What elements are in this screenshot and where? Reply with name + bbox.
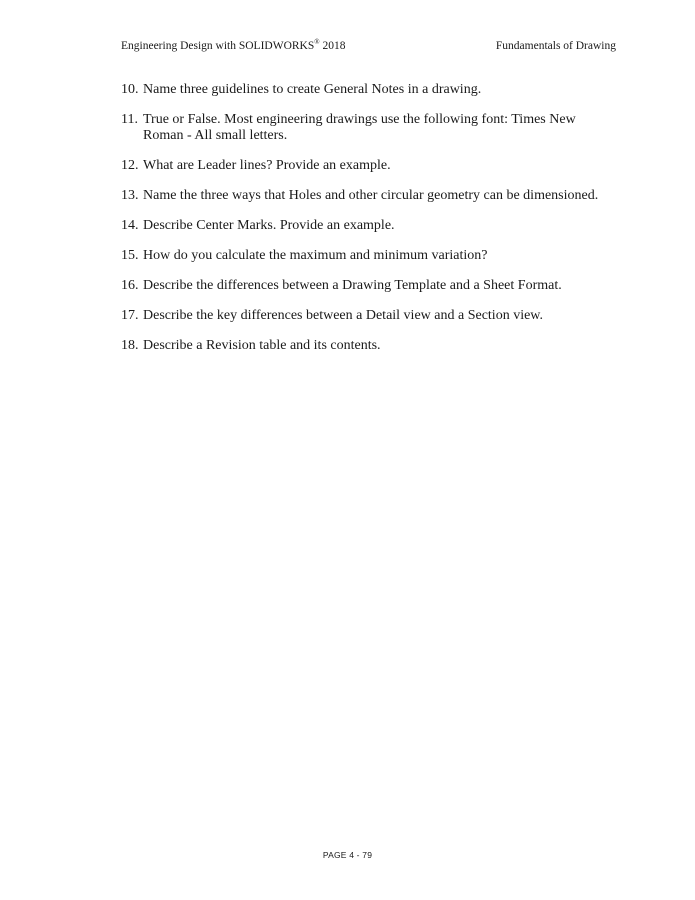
question-number: 10. xyxy=(121,82,139,97)
question-number: 16. xyxy=(121,278,139,293)
question-item xyxy=(121,308,601,324)
question-number: 14. xyxy=(121,218,139,233)
page-header xyxy=(121,40,616,56)
question-text: How do you calculate the maximum and minimum variation? xyxy=(143,248,488,263)
question-item xyxy=(121,248,601,264)
question-text: Describe a Revision table and its contents. xyxy=(143,338,381,353)
question-text: Name the three ways that Holes and other circular geometry can be dimensioned. xyxy=(143,188,599,203)
question-text: What are Leader lines? Provide an example. xyxy=(143,158,391,173)
question-number: 17. xyxy=(121,308,139,323)
question-number: 18. xyxy=(121,338,139,353)
question-item xyxy=(121,188,601,204)
question-item xyxy=(121,112,601,144)
question-text: Name three guidelines to create General Notes in a drawing. xyxy=(143,82,482,97)
question-text: Describe the key differences between a Detail view and a Section view. xyxy=(143,308,543,323)
chapter-title: Fundamentals of Drawing xyxy=(495,40,616,52)
book-title-year: 2018 xyxy=(319,40,346,52)
question-number: 12. xyxy=(121,158,139,173)
question-list xyxy=(121,82,601,368)
question-number: 13. xyxy=(121,188,139,203)
question-text: Describe Center Marks. Provide an example. xyxy=(143,218,395,233)
question-item xyxy=(121,218,601,234)
question-text: True or False. Most engineering drawings use the following font: Times New Roman - All small letters. xyxy=(143,112,576,143)
registered-mark: ® xyxy=(314,38,320,47)
question-number: 15. xyxy=(121,248,139,263)
question-item xyxy=(121,82,601,98)
question-text: Describe the differences between a Drawing Template and a Sheet Format. xyxy=(143,278,562,293)
question-item xyxy=(121,158,601,174)
question-item xyxy=(121,278,601,294)
question-number: 11. xyxy=(121,112,138,127)
book-title xyxy=(121,40,345,52)
question-item xyxy=(121,338,601,354)
page-number: PAGE 4 - 79 xyxy=(322,850,373,860)
book-title-text: Engineering Design with SOLIDWORKS xyxy=(121,40,315,52)
